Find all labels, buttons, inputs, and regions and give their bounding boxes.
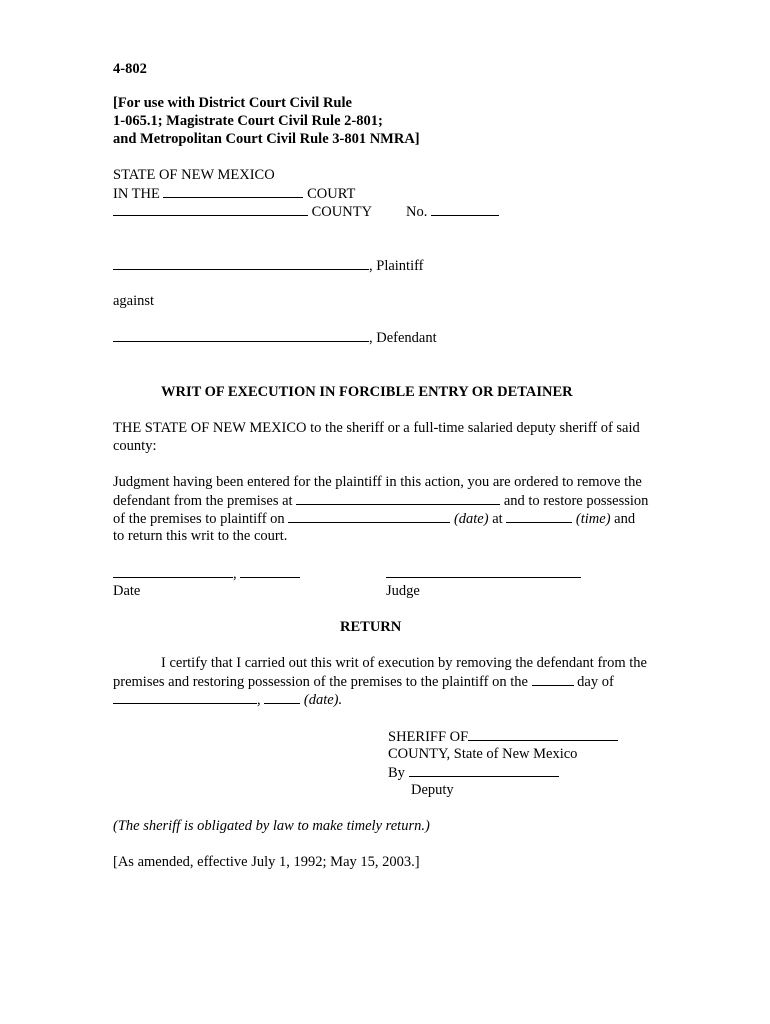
plaintiff-label: , Plaintiff — [369, 258, 424, 274]
sheriff-of-line — [388, 727, 618, 746]
restore-time-blank[interactable] — [506, 509, 572, 523]
restore-possession-label: and to restore possession — [503, 493, 649, 509]
certify-possession-text: premises and restoring possession of the premises to the plaintiff on the — [113, 674, 528, 690]
order-line-1: Judgment having been entered for the plaintiff in this action, you are ordered to remove the — [113, 474, 642, 490]
plaintiff-line — [113, 256, 424, 275]
judge-label: Judge — [386, 583, 420, 599]
in-the-label: IN THE — [113, 186, 160, 202]
return-month-blank[interactable] — [113, 690, 257, 704]
case-number-label: No. — [406, 204, 428, 220]
rule-note-line-1: [For use with District Court Civil Rule — [113, 95, 352, 111]
judge-signature-blank[interactable] — [386, 564, 581, 578]
defendant-label: , Defendant — [369, 330, 437, 346]
caption-county-line — [113, 202, 372, 221]
form-number: 4-802 — [113, 61, 147, 77]
certify-date-label: (date). — [303, 692, 343, 708]
certify-line-1: I certify that I carried out this writ of execution by removing the defendant from the — [161, 655, 647, 671]
address-line-2: county: — [113, 438, 157, 454]
judge-signature-line — [386, 564, 581, 583]
return-heading: RETURN — [340, 619, 402, 635]
certify-line-3 — [113, 690, 342, 709]
date-comma: , — [233, 566, 237, 582]
rule-note-line-2: 1-065.1; Magistrate Court Civil Rule 2-801; — [113, 113, 383, 129]
caption-state: STATE OF NEW MEXICO — [113, 167, 275, 183]
plaintiff-on-label: of the premises to plaintiff on — [113, 511, 285, 527]
order-line-3 — [113, 509, 635, 528]
document-title: WRIT OF EXECUTION IN FORCIBLE ENTRY OR DETAINER — [161, 384, 573, 400]
county-name-blank[interactable] — [113, 202, 308, 216]
county-label: COUNTY — [311, 204, 373, 220]
at-label: at — [492, 511, 503, 527]
and-label: and — [614, 511, 636, 527]
sheriff-of-label: SHERIFF OF — [388, 729, 469, 745]
premises-label: defendant from the premises at — [113, 493, 293, 509]
rule-note-line-3: and Metropolitan Court Civil Rule 3-801 NMRA] — [113, 131, 420, 147]
obligation-note: (The sheriff is obligated by law to make timely return.) — [113, 818, 430, 834]
case-number-blank[interactable] — [431, 202, 499, 216]
restore-date-blank[interactable] — [288, 509, 450, 523]
certify-comma: , — [257, 692, 261, 708]
sheriff-by-line — [388, 763, 559, 782]
day-of-label: day of — [577, 674, 614, 690]
signature-date-line — [113, 564, 300, 583]
time-label: (time) — [575, 511, 611, 527]
amendment-note: [As amended, effective July 1, 1992; May 15, 2003.] — [113, 854, 420, 870]
case-number-line — [406, 202, 499, 221]
sheriff-county-state: COUNTY, State of New Mexico — [388, 746, 578, 762]
court-label: COURT — [307, 186, 356, 202]
order-line-4: to return this writ to the court. — [113, 528, 288, 544]
signature-year-blank[interactable] — [240, 564, 300, 578]
defendant-line — [113, 328, 437, 347]
deputy-signature-blank[interactable] — [409, 763, 559, 777]
date-label: (date) — [453, 511, 489, 527]
address-line-1: THE STATE OF NEW MEXICO to the sheriff or a full-time salaried deputy sheriff of said — [113, 420, 640, 436]
premises-address-blank[interactable] — [296, 491, 500, 505]
return-day-blank[interactable] — [532, 672, 574, 686]
signature-date-blank[interactable] — [113, 564, 233, 578]
certify-line-2 — [113, 672, 614, 691]
sheriff-county-blank[interactable] — [468, 727, 618, 741]
plaintiff-name-blank[interactable] — [113, 256, 369, 270]
defendant-name-blank[interactable] — [113, 328, 369, 342]
order-line-2 — [113, 491, 648, 510]
caption-court-line — [113, 184, 355, 203]
by-label: By — [388, 765, 405, 781]
return-year-blank[interactable] — [264, 690, 300, 704]
signature-date-label: Date — [113, 583, 141, 599]
against-label: against — [113, 293, 155, 309]
deputy-label: Deputy — [411, 782, 454, 798]
court-name-blank[interactable] — [163, 184, 303, 198]
